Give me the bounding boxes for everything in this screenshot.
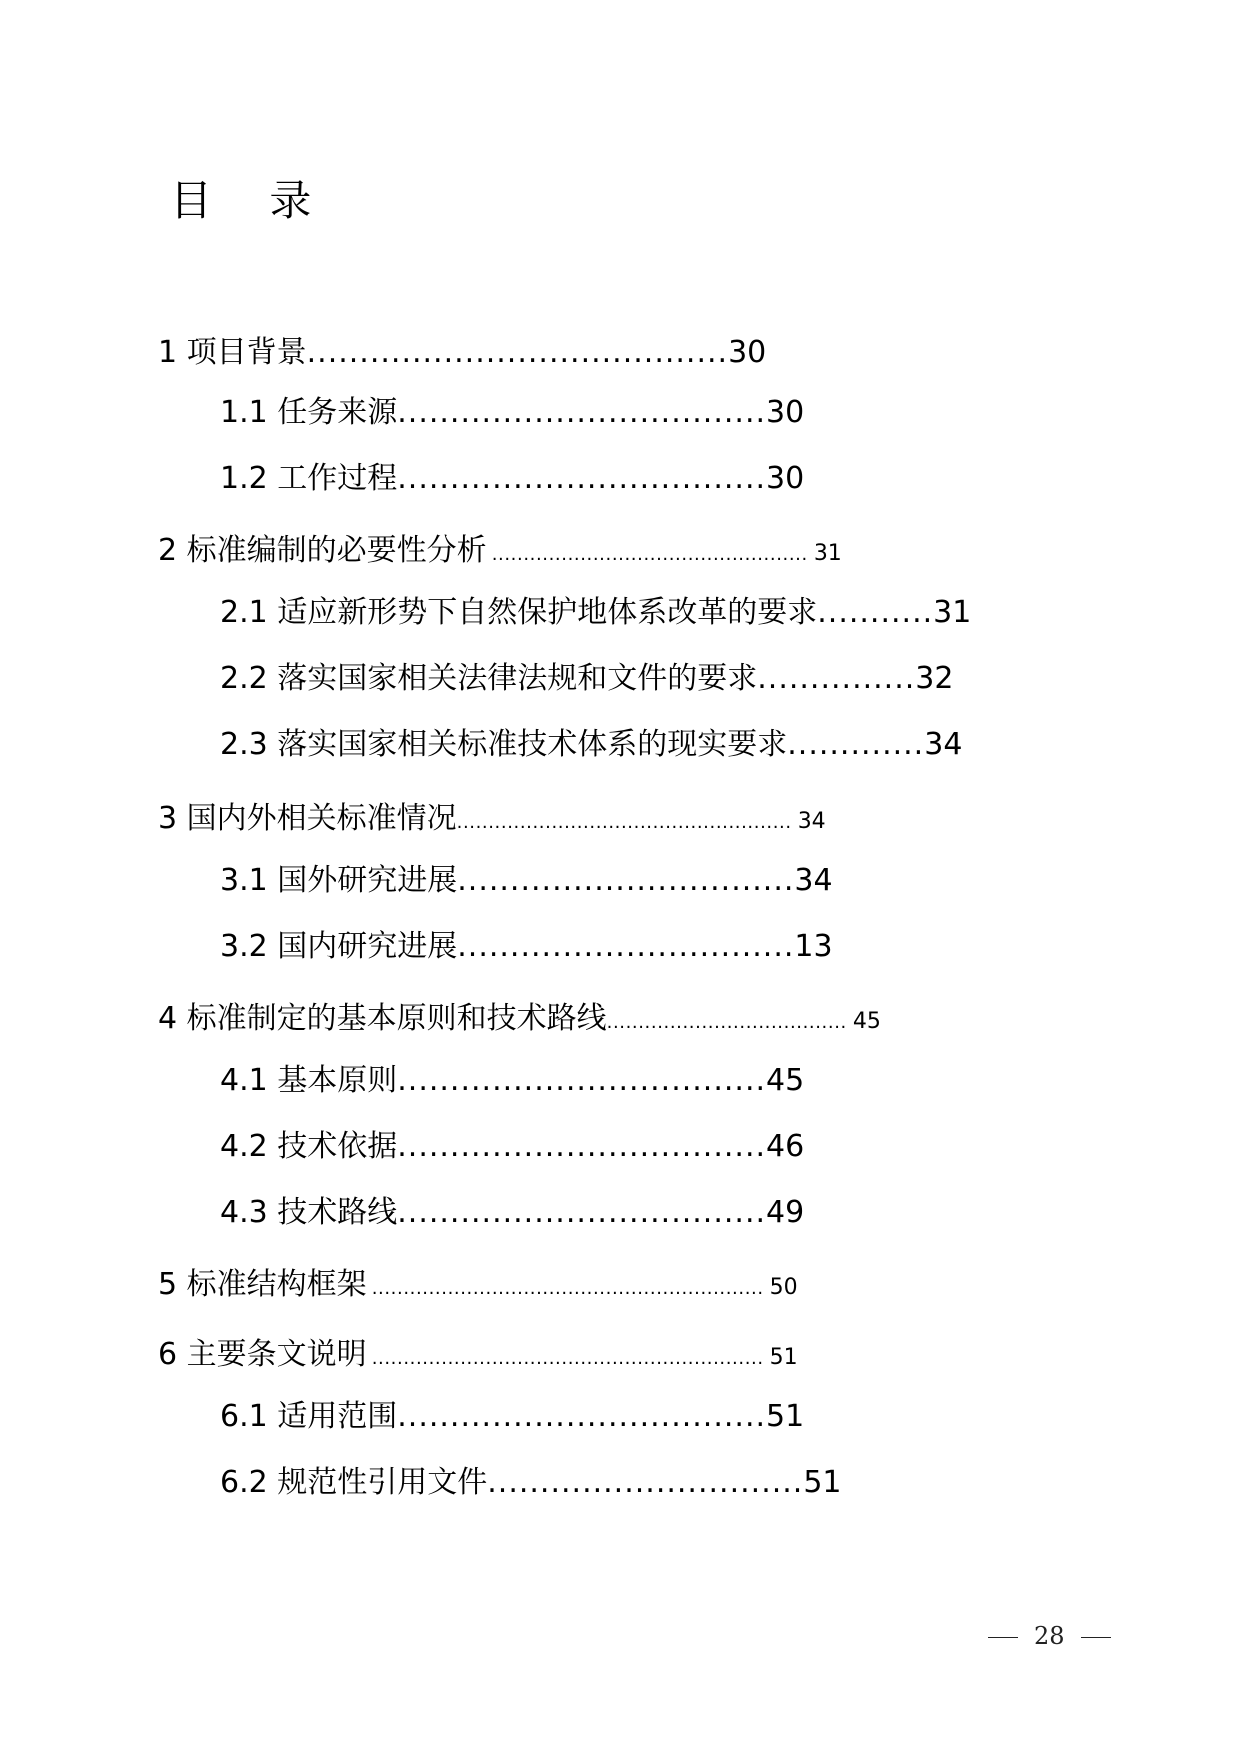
toc-leader: ................................... — [397, 1195, 767, 1230]
toc-page: 31 — [933, 595, 972, 630]
toc-leader: .............................. — [487, 1465, 804, 1500]
toc-entry-2-3[interactable] — [220, 727, 963, 762]
toc-leader: ................................ — [457, 863, 795, 898]
toc-entry-2-1[interactable] — [220, 595, 972, 630]
footer-dash-left — [988, 1637, 1018, 1638]
toc-label: 4.1 基本原则 — [220, 1063, 398, 1098]
toc-entry-1[interactable] — [158, 335, 767, 370]
toc-entry-6-1[interactable] — [220, 1399, 805, 1434]
toc-leader: .................................................. — [491, 544, 808, 565]
toc-leader: ..................................................... — [456, 812, 792, 833]
toc-entry-3-2[interactable] — [220, 929, 833, 964]
toc-leader: ................................... — [397, 461, 767, 496]
toc-label: 2.2 落实国家相关法律法规和文件的要求 — [220, 661, 758, 696]
toc-leader: ................................... — [397, 1399, 767, 1434]
toc-label: 3.1 国外研究进展 — [220, 863, 458, 898]
toc-page: 34 — [794, 863, 833, 898]
toc-leader: ................................... — [397, 395, 767, 430]
toc-label: 6 主要条文说明 — [158, 1337, 367, 1372]
toc-entry-3-1[interactable] — [220, 863, 833, 898]
toc-label: 3 国内外相关标准情况 — [158, 801, 457, 836]
toc-page: 45 — [766, 1063, 805, 1098]
toc-entry-1-1[interactable] — [220, 395, 805, 430]
toc-entry-5[interactable] — [158, 1267, 798, 1302]
toc-leader: ...................................... — [606, 1012, 847, 1033]
toc-page: 34 — [924, 727, 963, 762]
toc-page: 46 — [766, 1129, 805, 1164]
toc-entry-3[interactable] — [158, 801, 826, 836]
toc-page: 30 — [766, 395, 805, 430]
toc-label: 1.2 工作过程 — [220, 461, 398, 496]
toc-entry-4[interactable] — [158, 1001, 881, 1036]
toc-page: 51 — [766, 1399, 805, 1434]
toc-page: 49 — [766, 1195, 805, 1230]
toc-label: 2.3 落实国家相关标准技术体系的现实要求 — [220, 727, 788, 762]
toc-page: 30 — [766, 461, 805, 496]
toc-entry-2-2[interactable] — [220, 661, 954, 696]
toc-leader: ........................................ — [306, 335, 729, 370]
toc-label: 1 项目背景 — [158, 335, 307, 370]
toc-leader: ................................ — [457, 929, 795, 964]
toc-page: 31 — [813, 541, 842, 566]
toc-page: 50 — [769, 1275, 798, 1300]
toc-label: 4.2 技术依据 — [220, 1129, 398, 1164]
toc-leader: ................................... — [397, 1063, 767, 1098]
toc-label: 4.3 技术路线 — [220, 1195, 398, 1230]
toc-label: 6.2 规范性引用文件 — [220, 1465, 488, 1500]
toc-page: 51 — [803, 1465, 842, 1500]
toc-leader: ............... — [757, 661, 916, 696]
toc-entry-2[interactable] — [158, 533, 842, 568]
toc-leader: ................................... — [397, 1129, 767, 1164]
toc-leader: ............. — [787, 727, 925, 762]
toc-entry-1-2[interactable] — [220, 461, 805, 496]
footer-page-number: 28 — [1034, 1622, 1065, 1650]
toc-label: 2.1 适应新形势下自然保护地体系改革的要求 — [220, 595, 818, 630]
toc-leader: ........... — [817, 595, 934, 630]
toc-page: 34 — [797, 809, 826, 834]
toc-label: 2 标准编制的必要性分析 — [158, 533, 487, 568]
footer-dash-right — [1081, 1637, 1111, 1638]
toc-page: 13 — [794, 929, 833, 964]
toc-leader: .............................................................. — [371, 1278, 764, 1299]
toc-entry-4-2[interactable] — [220, 1129, 805, 1164]
toc-page: 30 — [728, 335, 767, 370]
toc-label: 6.1 适用范围 — [220, 1399, 398, 1434]
page-title: 目 录 — [170, 176, 334, 225]
page-footer — [972, 1622, 1127, 1650]
toc-label: 3.2 国内研究进展 — [220, 929, 458, 964]
toc-entry-6-2[interactable] — [220, 1465, 842, 1500]
toc-label: 1.1 任务来源 — [220, 395, 398, 430]
toc-entry-4-1[interactable] — [220, 1063, 805, 1098]
toc-page: 51 — [769, 1345, 798, 1370]
toc-label: 4 标准制定的基本原则和技术路线 — [158, 1001, 607, 1036]
toc-leader: .............................................................. — [371, 1348, 764, 1369]
toc-entry-6[interactable] — [158, 1337, 798, 1372]
toc-page: 32 — [915, 661, 954, 696]
toc-entry-4-3[interactable] — [220, 1195, 805, 1230]
toc-label: 5 标准结构框架 — [158, 1267, 367, 1302]
toc-page: 45 — [852, 1009, 881, 1034]
